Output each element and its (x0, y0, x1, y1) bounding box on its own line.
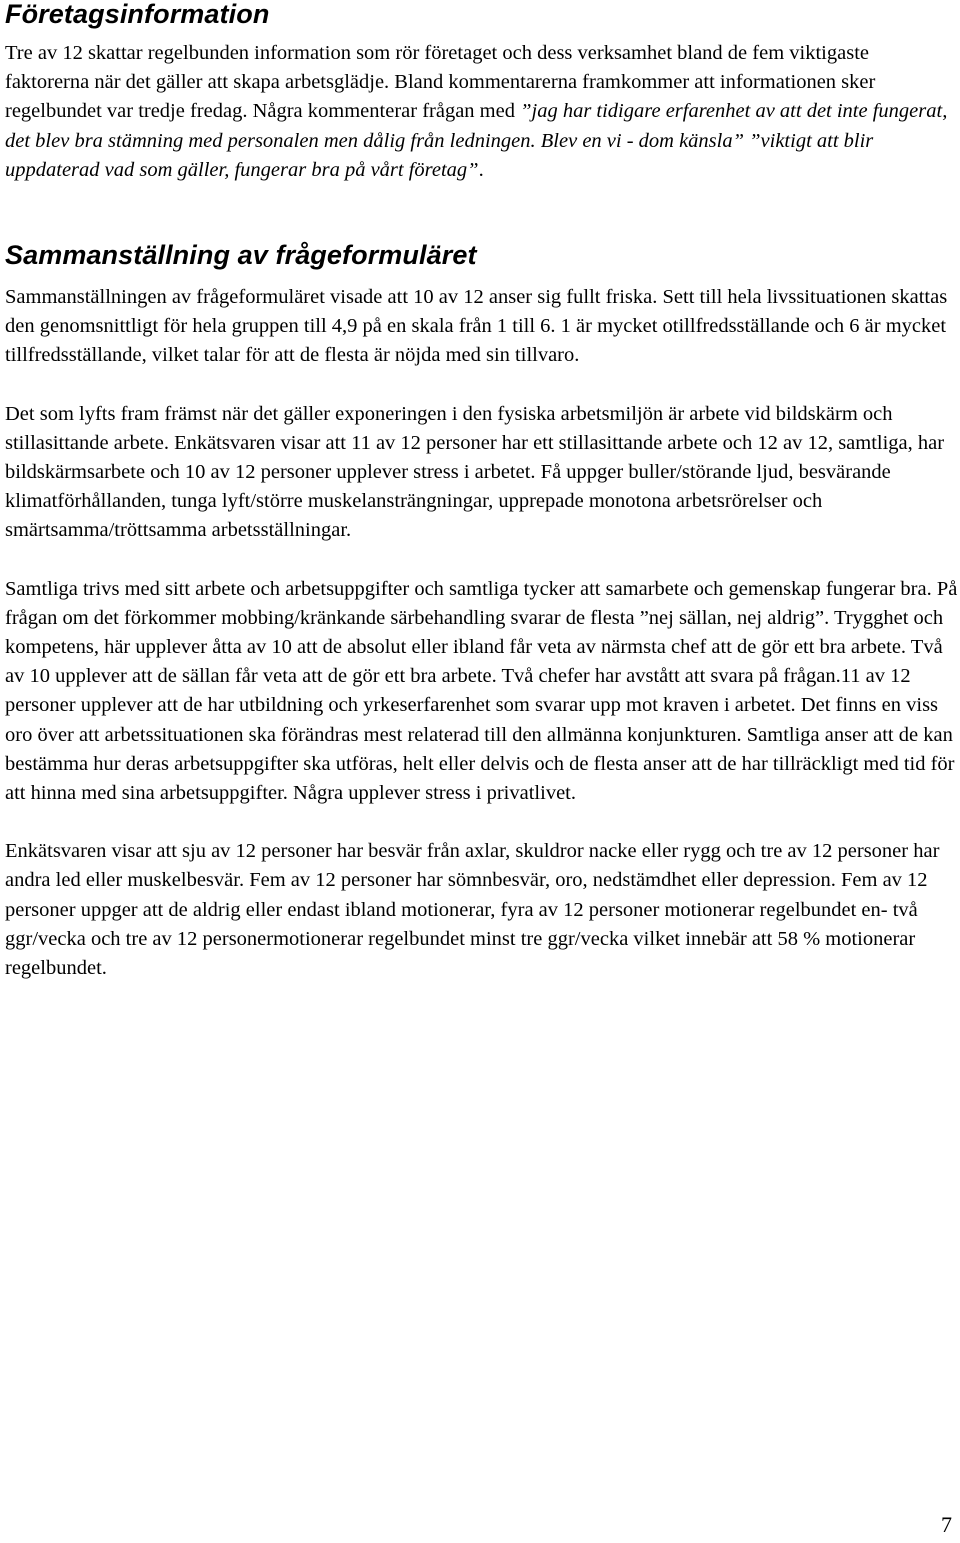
quote-text: ”jag har tidigare erfarenhet av att det inte fungerat, det blev bra stämning med personalen men dålig från ledningen. Blev en vi - dom känsla” ”viktigt att blir uppdaterad vad som gäller, fungerar bra på vårt företag” (5, 100, 948, 181)
paragraph-summary-3: Samtliga trivs med sitt arbete och arbetsuppgifter och samtliga tycker att samarbete och gemenskap fungerar bra. På frågan om det förkommer mobbing/kränkande särbehandling svarar de flesta ”nej sällan, nej aldrig”. Trygghet och kompetens, här upplever åtta av 10 att de absolut eller ibland får veta av närmsta chef att de gör ett bra arbete. Två av 10 upplever att de sällan får veta att de gör ett bra arbete. Två chefer har avstått att svara på frågan.11 av 12 personer upplever att de har utbildning och yrkeserfarenhet som svarar upp mot kraven i arbetet. Det finns en viss oro över att arbetssituationen ska förändras mest relaterad till den allmänna konjunkturen. Samtliga anser att de kan bestämma hur deras arbetsuppgifter ska utföras, helt eller delvis och de flesta anser att de har tillräckligt med tid för att hinna med sina arbetsuppgifter. Några upplever stress i privatlivet. (5, 577, 958, 805)
paragraph-company-info (5, 39, 958, 185)
paragraph-summary-2: Det som lyfts fram främst när det gäller exponeringen i den fysiska arbetsmiljön är arbete vid bildskärm och stillasittande arbete. Enkätsvaren visar att 11 av 12 personer har ett stillasittande arbete och 12 av 12, samtliga, har bildskärmsarbete och 10 av 12 personer upplever stress i arbetet. Få uppger buller/störande ljud, besvärande klimatförhållanden, tunga lyft/större muskelansträngningar, upprepade monotona arbetsrörelser och smärtsamma/tröttsamma arbetsställningar. (5, 402, 945, 542)
paragraph-text: Tre av 12 skattar regelbunden information som rör företaget och dess verksamhet bland de fem viktigaste faktorerna när det gäller att skapa arbetsglädje. Bland kommentarerna framkommer att informationen sker regelbundet var tredje fredag. Några kommenterar frågan med (5, 42, 876, 123)
paragraph-text-end: . (478, 158, 484, 181)
section-title-summary: Sammanställning av frågeformuläret (5, 240, 477, 271)
paragraph-summary-1: Sammanställningen av frågeformuläret visade att 10 av 12 anser sig fullt friska. Sett till hela livssituationen skattas den genomsnittligt för hela gruppen till 4,9 på en skala från 1 till 6. 1 är mycket otillfredsställande och 6 är mycket tillfredsställande, vilket talar för att de flesta är nöjda med sin tillvaro. (5, 286, 948, 367)
section-title-company-info: Företagsinformation (5, 0, 270, 29)
document-page (5, 0, 958, 983)
page-number: 7 (941, 1512, 952, 1537)
paragraph-summary-4: Enkätsvaren visar att sju av 12 personer har besvär från axlar, skuldror nacke eller rygg och tre av 12 personer har andra led eller muskelbesvär. Fem av 12 personer har sömnbesvär, oro, nedstämdhet eller depression. Fem av 12 personer uppger att de aldrig eller endast ibland motionerar, fyra av 12 personer motionerar regelbundet en- två ggr/vecka och tre av 12 personermotionerar regelbundet minst tre ggr/vecka vilket innebär att 58 % motionerar regelbundet. (5, 840, 940, 980)
